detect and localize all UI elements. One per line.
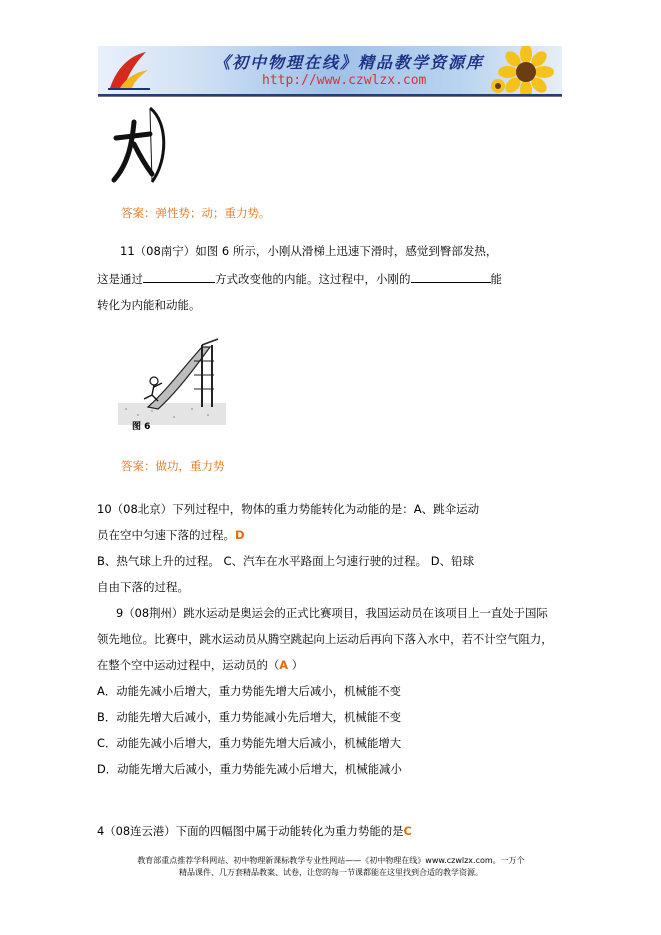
answer-line-2: 答案：做功，重力势 xyxy=(121,459,225,473)
q10-text: 员在空中匀速下落的过程。 xyxy=(97,528,235,542)
q11-blank-1 xyxy=(143,271,215,283)
footer-line-2: 精品课件、几万套精品教案、试卷，让您的每一节课都能在这里找到合适的教学资源。 xyxy=(179,868,483,877)
q9-option-a: A．动能先减小后增大，重力势能先增大后减小，机械能不变 xyxy=(97,684,401,698)
q10-line-4: 自由下落的过程。 xyxy=(97,580,189,594)
header-url[interactable]: http://www.czwlzx.com xyxy=(262,73,427,88)
q11-blank-2 xyxy=(411,271,491,283)
q10-line-1: 10（08北京）下列过程中，物体的重力势能转化为动能的是：A、跳伞运动 xyxy=(97,502,480,516)
q11-line-2 xyxy=(97,271,502,286)
q9-option-c: C．动能先减小后增大，重力势能先增大后减小，机械能增大 xyxy=(97,736,402,750)
q4-answer: C xyxy=(403,824,412,838)
q9-line-2: 领先地位。比赛中，跳水运动员从腾空跳起向上运动后再向下落入水中，若不计空气阻力， xyxy=(97,632,553,646)
q9-answer: A xyxy=(279,658,289,672)
header-title: 《初中物理在线》精品教学资源库 xyxy=(214,53,485,72)
q11-line-1: 11（08南宁）如图 6 所示，小刚从滑梯上迅速下滑时，感觉到臀部发热， xyxy=(120,244,498,258)
q9-option-b: B．动能先增大后减小，重力势能减小先后增大，机械能不变 xyxy=(97,710,401,724)
q9-line-3 xyxy=(97,658,303,672)
q9-line-1: 9（08荆州）跳水运动是奥运会的正式比赛项目，我国运动员在该项目上一直处于国际 xyxy=(116,606,548,620)
q9-option-d: D．动能先增大后减小，重力势能先减小后增大，机械能减小 xyxy=(97,762,402,776)
q4-text: 4（08连云港）下面的四幅图中属于动能转化为重力势能的是 xyxy=(97,824,404,838)
answer-line-1: 答案：弹性势；动；重力势。 xyxy=(121,206,271,220)
q11-text-a: 这是通过 xyxy=(97,272,143,286)
footer-line-1: 教育部重点推荐学科网站、初中物理新课标教学专业性网站——《初中物理在线》www.czwlzx.com。一万个 xyxy=(137,856,525,865)
archer-figure xyxy=(106,104,178,188)
q9-text-b: ） xyxy=(288,658,304,672)
q11-line-3: 转化为内能和动能。 xyxy=(97,298,201,312)
q4-line xyxy=(97,824,412,838)
header-banner xyxy=(98,46,562,96)
q10-answer: D xyxy=(235,528,245,542)
header-rule xyxy=(98,96,562,97)
q11-text-b: 方式改变他的内能。这过程中，小刚的 xyxy=(215,272,411,286)
site-logo xyxy=(106,48,152,92)
q9-text-a: 在整个空中运动过程中，运动员的（ xyxy=(97,658,280,672)
q10-line-3: B、热气球上升的过程。 C、汽车在水平路面上匀速行驶的过程。 D、铅球 xyxy=(97,554,475,568)
figure-6-label: 图 6 xyxy=(132,422,151,432)
sunflower-decoration xyxy=(490,46,562,94)
q10-line-2 xyxy=(97,528,245,542)
q11-text-c: 能 xyxy=(490,272,502,286)
